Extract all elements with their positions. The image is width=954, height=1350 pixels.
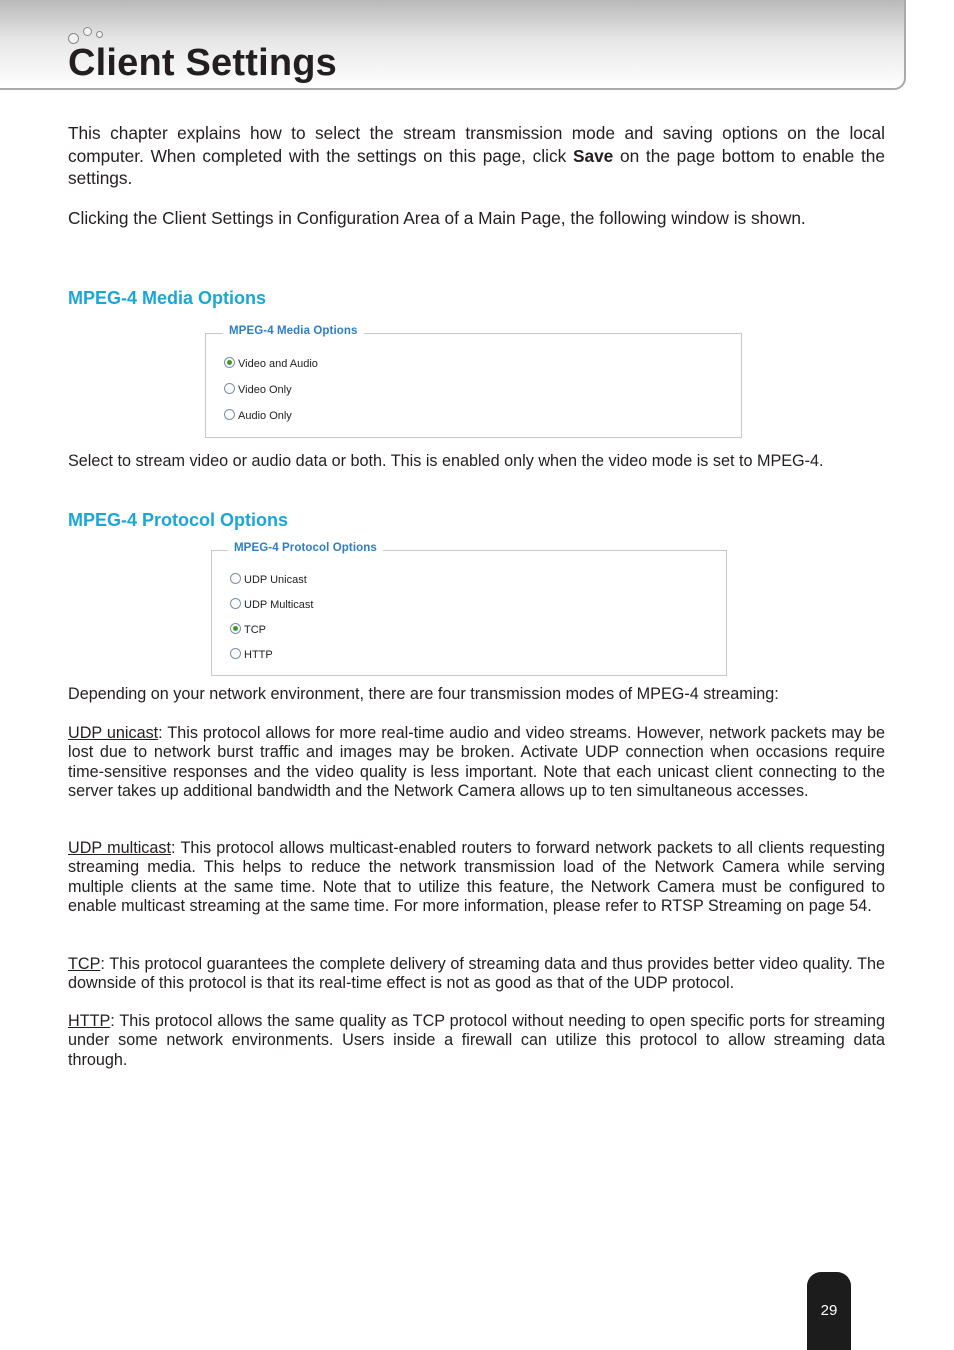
protocol-intro: Depending on your network environment, there are four transmission modes of MPEG-4 streaming: [68,685,779,703]
chapter-header [0,0,906,90]
save-keyword: Save [572,145,614,166]
radio-selected-icon [224,357,235,368]
media-options-legend: MPEG-4 Media Options [223,325,364,337]
radio-video-and-audio[interactable] [224,357,318,371]
radio-http[interactable] [230,648,273,662]
tcp-term: TCP [68,955,101,973]
http-text: : This protocol allows the same quality as TCP protocol without needing to open specific ports for streaming under some network environments. Users inside a firewall can utilize this protocol to allow streaming data through. [68,1012,885,1069]
radio-selected-icon [230,623,241,634]
option-label: UDP Multicast [244,599,314,611]
udp-multicast-term: UDP multicast [68,839,171,857]
udp-multicast-text: : This protocol allows multicast-enabled routers to forward network packets to all clients requesting streaming media. This helps to reduce the network transmission load of the Network Camera while serving multiple clients at the same time. Note that to utilize this feature, the Network Camera must be configured to enable multicast streaming at the same time. For more information, please refer to RTSP Streaming on page 54. [68,839,885,916]
intro-paragraph-1 [68,122,885,190]
page-number-tab [807,1272,851,1350]
radio-unselected-icon [224,409,235,420]
protocol-options-panel [211,542,727,676]
http-term: HTTP [68,1012,111,1030]
protocol-options-heading: MPEG-4 Protocol Options [68,510,289,530]
radio-video-only[interactable] [224,383,292,397]
http-description [68,1012,885,1070]
option-label: Video Only [238,384,292,396]
option-label: HTTP [244,649,273,661]
option-label: UDP Unicast [244,574,307,586]
option-label: Audio Only [238,410,292,422]
udp-multicast-description [68,839,885,917]
radio-tcp[interactable] [230,623,266,637]
media-options-panel [205,325,742,438]
media-options-heading: MPEG-4 Media Options [68,288,267,308]
tcp-description [68,955,885,994]
udp-unicast-description [68,724,885,802]
radio-unselected-icon [230,598,241,609]
option-label: Video and Audio [238,358,318,370]
tcp-text: : This protocol guarantees the complete delivery of streaming data and thus provides better video quality. The downside of this protocol is that its real-time effect is not as good as that of the UDP protocol. [68,955,885,993]
option-label: TCP [244,624,266,636]
radio-udp-unicast[interactable] [230,573,307,587]
page-title: Client Settings [68,42,338,84]
radio-unselected-icon [230,648,241,659]
udp-unicast-text: : This protocol allows for more real-time audio and video streams. However, network packets may be lost due to network burst traffic and images may be broken. Activate UDP connection when occasions require time-sensitive responses and the video quality is less important. Note that each unicast client connecting to the server takes up additional bandwidth and the Network Camera allows up to ten simultaneous accesses. [68,724,885,801]
udp-unicast-term: UDP unicast [68,724,159,742]
intro-text-end: on the page bottom to enable the settings. [68,145,885,188]
radio-udp-multicast[interactable] [230,598,313,612]
intro-paragraph-2: Clicking the Client Settings in Configuration Area of a Main Page, the following window is shown. [68,208,806,228]
radio-audio-only[interactable] [224,409,292,423]
page-number: 29 [820,1302,838,1319]
intro-text: This chapter explains how to select the stream transmission mode and saving options on the local computer. When completed with the settings on this page, click [68,123,885,166]
radio-unselected-icon [230,573,241,584]
media-options-description: Select to stream video or audio data or both. This is enabled only when the video mode is set to MPEG-4. [68,452,824,470]
radio-unselected-icon [224,383,235,394]
protocol-options-legend: MPEG-4 Protocol Options [228,542,383,554]
